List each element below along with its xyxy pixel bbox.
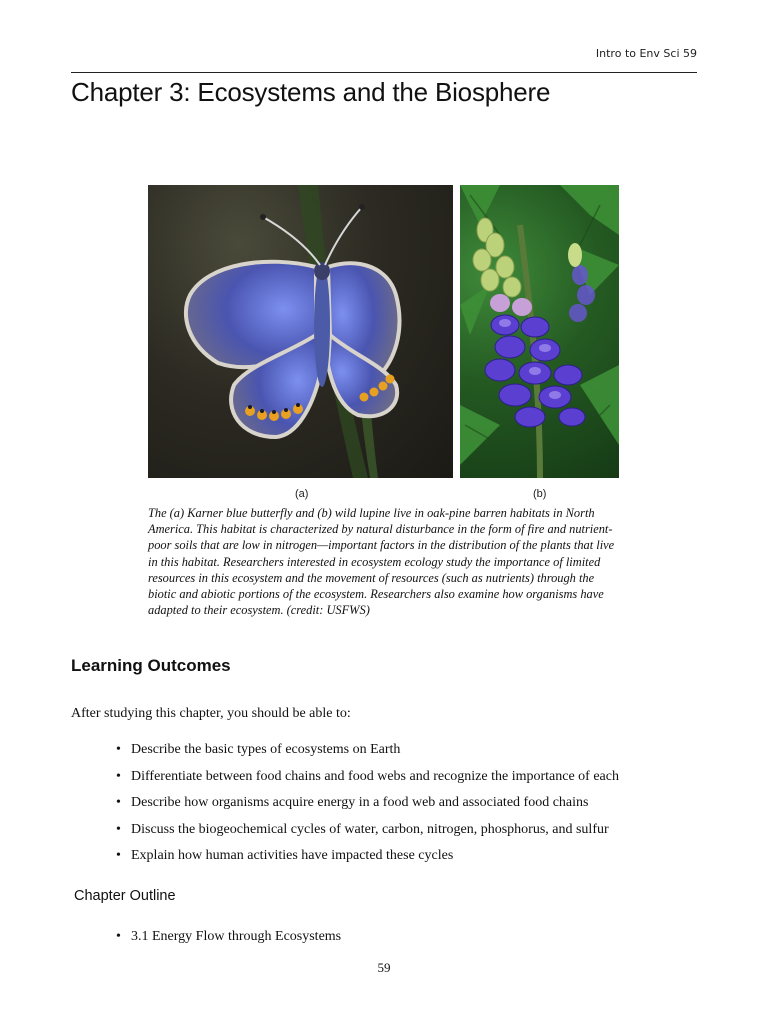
chapter-title: Chapter 3: Ecosystems and the Biosphere: [71, 77, 551, 107]
list-item: • Describe the basic types of ecosystems on Earth: [116, 737, 716, 764]
lupine-photo: [460, 185, 619, 478]
figure-label-b: (b): [533, 488, 547, 500]
header-rule: [71, 72, 697, 73]
list-item: • Differentiate between food chains and food webs and recognize the importance of each: [116, 764, 716, 791]
chapter-outline-heading: Chapter Outline: [74, 888, 176, 904]
outline-link-3-1[interactable]: • 3.1 Energy Flow through Ecosystems: [116, 926, 341, 948]
learning-outcomes-list: [116, 737, 716, 870]
butterfly-photo: [148, 185, 453, 478]
list-item: • Discuss the biogeochemical cycles of water, carbon, nitrogen, phosphorus, and sulfur: [116, 817, 716, 844]
learning-outcomes-heading: Learning Outcomes: [71, 656, 231, 675]
chapter-outline-list: [116, 926, 341, 948]
running-head: Intro to Env Sci 59: [595, 47, 697, 60]
figure-caption: The (a) Karner blue butterfly and (b) wild lupine live in oak-pine barren habitats in North America. This habitat is characterized by natural disturbance in the form of fire and nutrient-poor soils that are low in nitrogen—important factors in the distribution of the plants that live in this habitat. Researchers interested in ecosystem ecology study the importance of limited resources in this ecosystem and the movement of resources (such as nutrients) through the biotic and abiotic portions of the ecosystem. Researchers also examine how organisms have adapted to their ecosystem. (credit: USFWS): [148, 506, 615, 618]
page-number: 59: [377, 960, 391, 975]
list-item: • Describe how organisms acquire energy in a food web and associated food chains: [116, 790, 716, 817]
learning-outcomes-intro: After studying this chapter, you should be able to:: [71, 706, 351, 721]
figure-label-a: (a): [295, 488, 309, 500]
list-item: • Explain how human activities have impacted these cycles: [116, 843, 716, 870]
